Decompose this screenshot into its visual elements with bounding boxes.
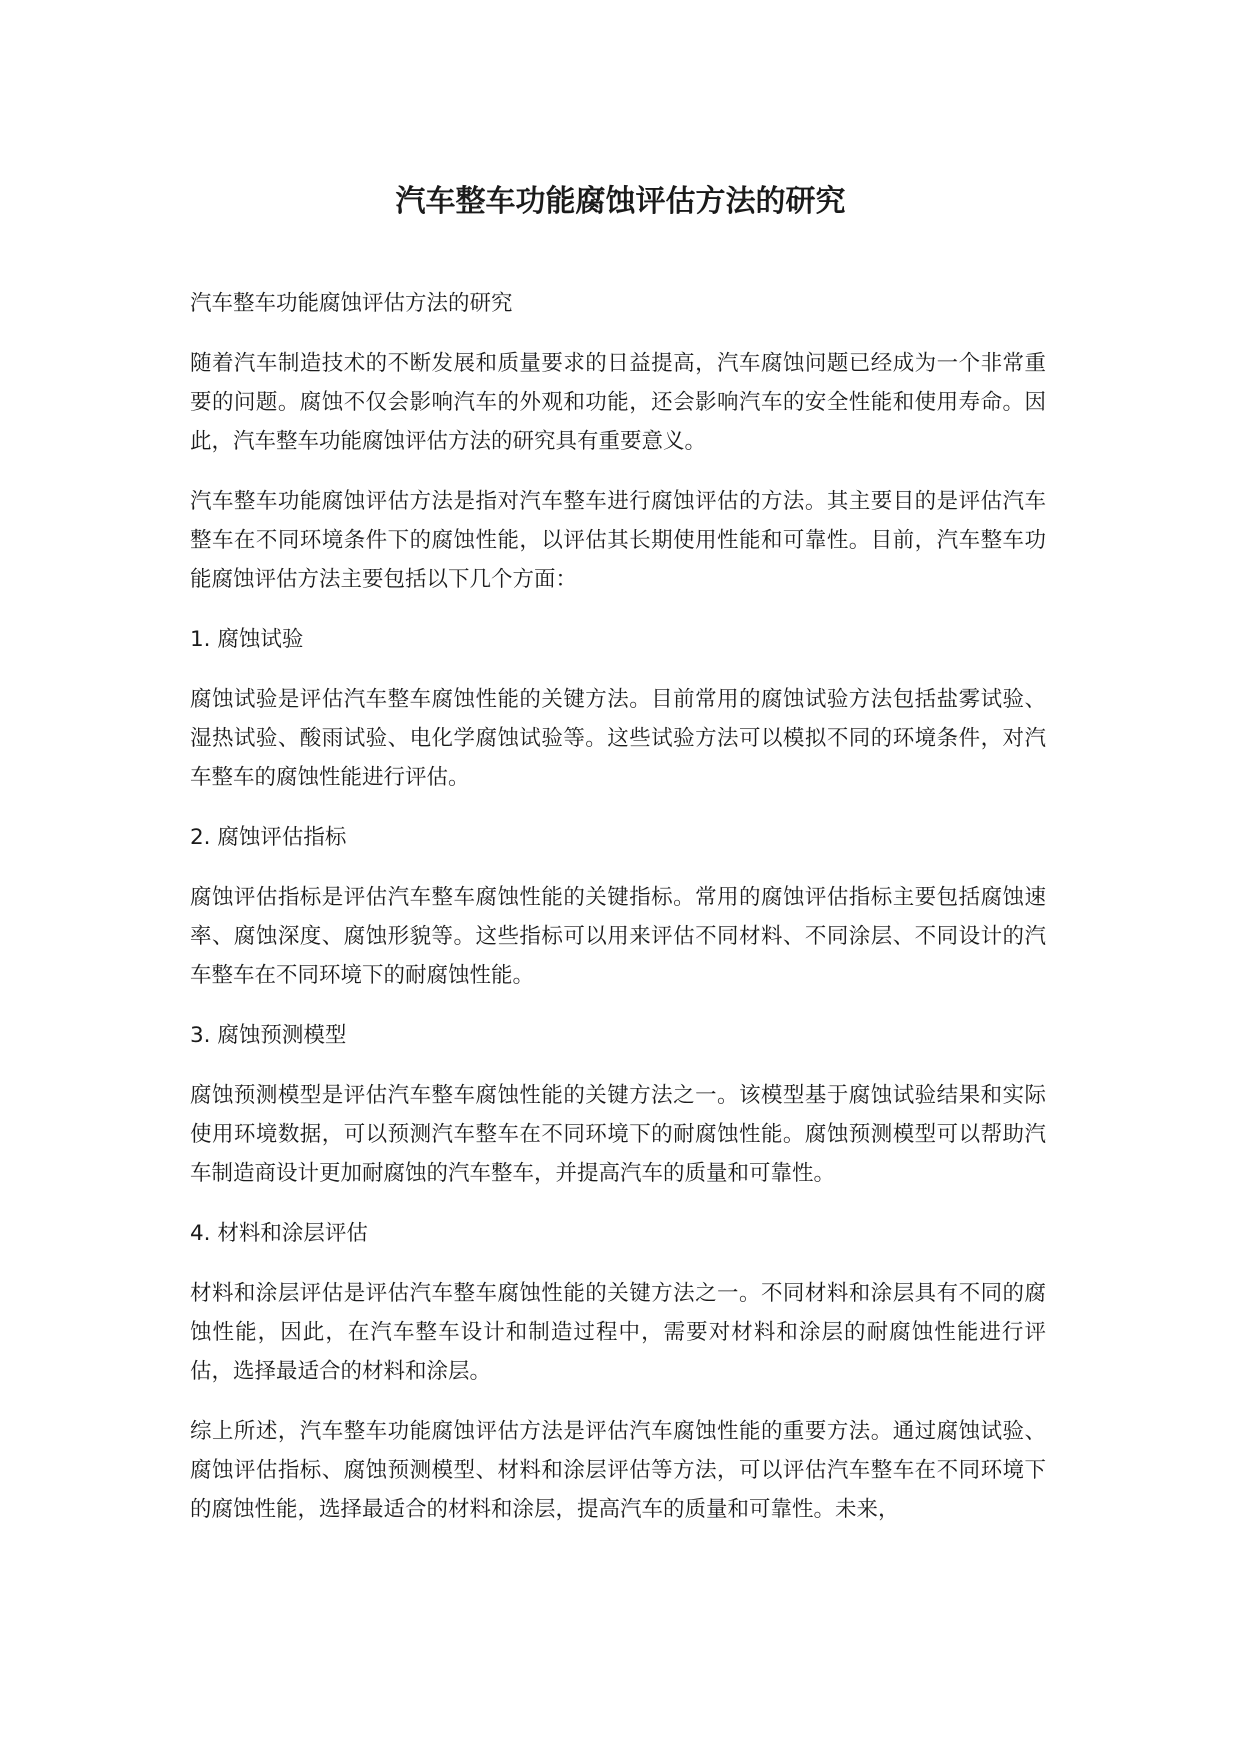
paragraph-summary: 综上所述，汽车整车功能腐蚀评估方法是评估汽车腐蚀性能的重要方法。通过腐蚀试验、腐蚀评估指标、腐蚀预测模型、材料和涂层评估等方法，可以评估汽车整车在不同环境下的腐蚀性能，选择最适合的材料和涂层，提高汽车的质量和可靠性。未来， [190,1419,1046,1522]
paragraph-corrosion-test: 腐蚀试验是评估汽车整车腐蚀性能的关键方法。目前常用的腐蚀试验方法包括盐雾试验、湿热试验、酸雨试验、电化学腐蚀试验等。这些试验方法可以模拟不同的环境条件，对汽车整车的腐蚀性能进行评估。 [190,687,1046,790]
paragraph-prediction-model: 腐蚀预测模型是评估汽车整车腐蚀性能的关键方法之一。该模型基于腐蚀试验结果和实际使用环境数据，可以预测汽车整车在不同环境下的耐腐蚀性能。腐蚀预测模型可以帮助汽车制造商设计更加耐腐蚀的汽车整车，并提高汽车的质量和可靠性。 [190,1083,1046,1186]
paragraph-subtitle: 汽车整车功能腐蚀评估方法的研究 [190,291,513,316]
paragraph-evaluation-index: 腐蚀评估指标是评估汽车整车腐蚀性能的关键指标。常用的腐蚀评估指标主要包括腐蚀速率、腐蚀深度、腐蚀形貌等。这些指标可以用来评估不同材料、不同涂层、不同设计的汽车整车在不同环境下的耐腐蚀性能。 [190,885,1046,988]
section-heading-prediction-model: 3. 腐蚀预测模型 [190,1023,347,1048]
paragraph-intro: 随着汽车制造技术的不断发展和质量要求的日益提高，汽车腐蚀问题已经成为一个非常重要的问题。腐蚀不仅会影响汽车的外观和功能，还会影响汽车的安全性能和使用寿命。因此，汽车整车功能腐蚀评估方法的研究具有重要意义。 [190,351,1046,454]
document-title: 汽车整车功能腐蚀评估方法的研究 [395,184,846,219]
section-heading-evaluation-index: 2. 腐蚀评估指标 [190,825,347,850]
section-heading-corrosion-test: 1. 腐蚀试验 [190,627,304,652]
paragraph-material-coating: 材料和涂层评估是评估汽车整车腐蚀性能的关键方法之一。不同材料和涂层具有不同的腐蚀性能，因此，在汽车整车设计和制造过程中，需要对材料和涂层的耐腐蚀性能进行评估，选择最适合的材料和涂层。 [190,1281,1046,1384]
section-heading-material-coating: 4. 材料和涂层评估 [190,1221,368,1246]
document-body [190,284,1046,1550]
paragraph-overview: 汽车整车功能腐蚀评估方法是指对汽车整车进行腐蚀评估的方法。其主要目的是评估汽车整车在不同环境条件下的腐蚀性能，以评估其长期使用性能和可靠性。目前，汽车整车功能腐蚀评估方法主要包括以下几个方面： [190,489,1046,592]
